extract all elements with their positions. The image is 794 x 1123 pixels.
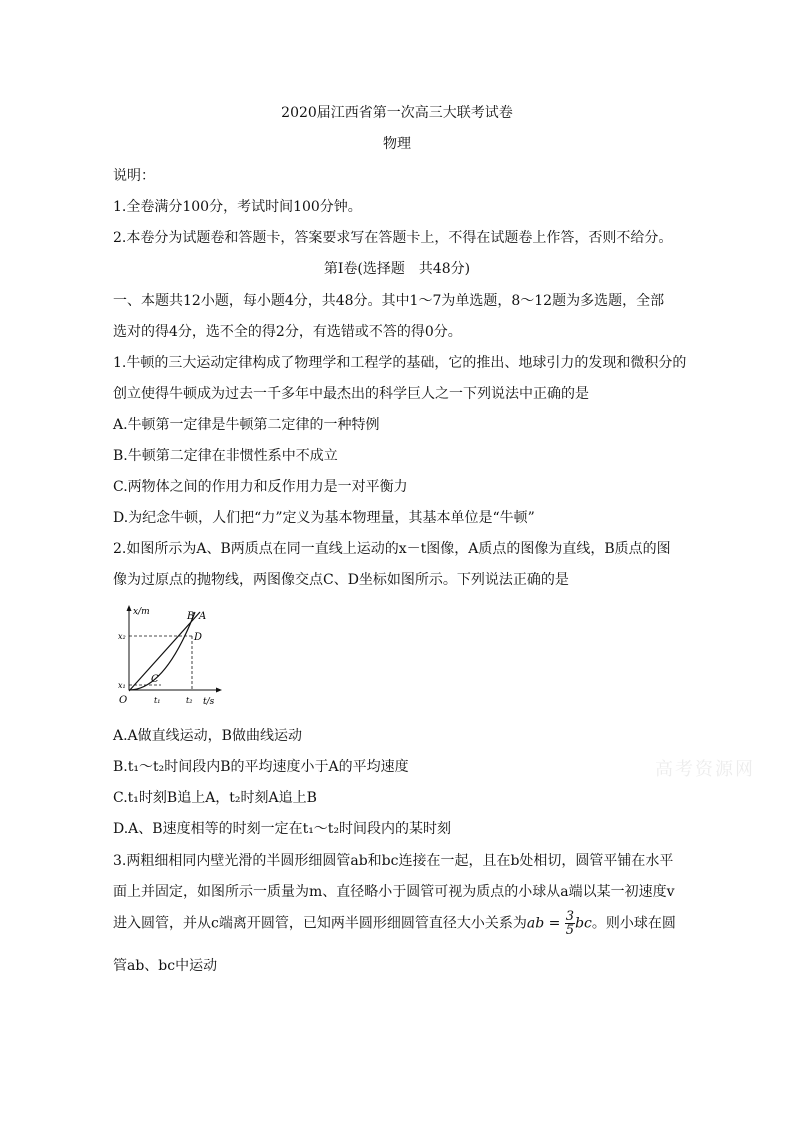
q1-option-b: B.牛顿第二定律在非惯性系中不成立 xyxy=(113,448,338,464)
origin-label: O xyxy=(119,695,128,706)
q2-stem-line-2: 像为过原点的抛物线，两图像交点C、D坐标如图所示。下列说法正确的是 xyxy=(113,572,569,588)
q1-option-c: C.两物体之间的作用力和反作用力是一对平衡力 xyxy=(113,479,408,495)
watermark: 高考资源网 xyxy=(655,759,755,780)
note-item-1: 1.全卷满分100分，考试时间100分钟。 xyxy=(113,199,362,215)
tick-t2: t₂ xyxy=(186,696,193,705)
section-title: 第Ⅰ卷(选择题 共48分) xyxy=(323,261,471,277)
q3-line-3-pre: 进入圆管，并从c端离开圆管，已知两半圆形细圆管直径大小关系为 xyxy=(113,915,527,932)
tick-x1: x₁ xyxy=(118,681,126,690)
curve-label-a: A xyxy=(199,611,207,622)
fraction xyxy=(565,910,575,937)
tick-t1: t₁ xyxy=(154,696,161,705)
q1-option-d: D.为纪念牛顿，人们把“力”定义为基本物理量，其基本单位是“牛顿” xyxy=(113,510,535,526)
curve-label-b: B xyxy=(187,611,195,622)
point-label-d: D xyxy=(194,632,203,643)
y-axis-label: x/m xyxy=(133,607,150,617)
fraction-denominator: 5 xyxy=(565,923,575,938)
q2-option-b: B.t₁～t₂时间段内B的平均速度小于A的平均速度 xyxy=(113,759,409,775)
q1-option-a: A.牛顿第一定律是牛顿第二定律的一种特例 xyxy=(113,417,380,433)
subject-title: 物理 xyxy=(383,136,411,152)
xt-graph xyxy=(115,602,225,706)
x-axis-arrow xyxy=(216,688,222,693)
section-intro-line-1: 一、本题共12小题，每小题4分，共48分。其中1～7为单选题，8～12题为多选题，全部 xyxy=(113,293,665,309)
line-a xyxy=(129,612,203,691)
q1-stem-line-1: 1.牛顿的三大运动定律构成了物理学和工程学的基础，它的推出、地球引力的发现和微积分的 xyxy=(113,355,687,371)
exam-title: 2020届江西省第一次高三大联考试卷 xyxy=(281,105,513,121)
q3-line-1: 3.两粗细相同内壁光滑的半圆形细圆管ab和bc连接在一起，且在b处相切，圆管平铺在水平 xyxy=(113,853,674,869)
q2-option-a: A.A做直线运动，B做曲线运动 xyxy=(113,728,302,744)
q3-line-4: 管ab、bc中运动 xyxy=(113,958,218,974)
eq-rhs: bc xyxy=(575,915,592,932)
q1-stem-line-2: 创立使得牛顿成为过去一千多年中最杰出的科学巨人之一下列说法中正确的是 xyxy=(113,386,589,402)
section-intro-line-2: 选对的得4分，选不全的得2分，有选错或不答的得0分。 xyxy=(113,324,462,340)
q2-stem-line-1: 2.如图所示为A、B两质点在同一直线上运动的x－t图像，A质点的图像为直线，B质点的图 xyxy=(113,541,671,557)
y-axis-arrow xyxy=(127,605,132,611)
q2-option-c: C.t₁时刻B追上A，t₂时刻A追上B xyxy=(113,790,317,806)
x-axis-label: t/s xyxy=(203,697,215,706)
q3-line-3 xyxy=(113,910,676,937)
eq-lhs: ab xyxy=(526,915,545,932)
eq-sign: = xyxy=(544,915,565,932)
fraction-numerator: 3 xyxy=(565,909,575,924)
note-item-2: 2.本卷分为试题卷和答题卡，答案要求写在答题卡上，不得在试题卷上作答，否则不给分。 xyxy=(113,230,673,246)
curve-b xyxy=(129,612,195,690)
tick-x2: x₂ xyxy=(118,632,126,641)
point-label-c: C xyxy=(151,674,159,685)
q2-option-d: D.A、B速度相等的时刻一定在t₁～t₂时间段内的某时刻 xyxy=(113,821,452,837)
q3-line-2: 面上并固定，如图所示一质量为m、直径略小于圆管可视为质点的小球从a端以某一初速度v xyxy=(113,884,675,900)
q3-line-3-post: 。则小球在圆 xyxy=(591,915,676,932)
notes-heading: 说明： xyxy=(113,168,155,184)
